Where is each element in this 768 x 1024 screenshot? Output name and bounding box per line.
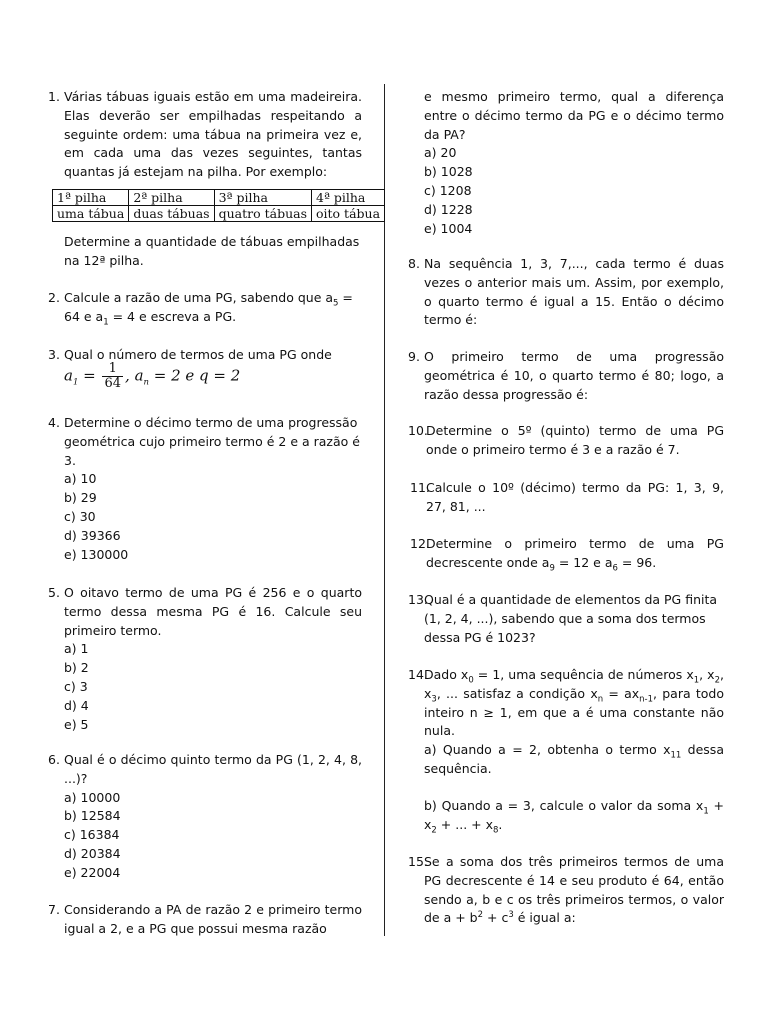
- answer-option: d) 20384: [64, 845, 121, 861]
- table-cell: duas tábuas: [129, 206, 214, 222]
- answer-option: b) 2: [64, 660, 89, 676]
- text-segment: = 96.: [617, 554, 657, 570]
- formula-part: , a: [125, 366, 144, 385]
- formula-q3: [64, 362, 364, 398]
- question-text: [424, 666, 724, 741]
- text-segment: .: [498, 816, 503, 832]
- answer-option: d) 4: [64, 697, 89, 713]
- answer-option: a) 20: [424, 145, 457, 161]
- question-number: 4.: [48, 415, 60, 430]
- fraction-denominator: 64: [104, 376, 122, 391]
- text-segment: , ... satisfaz a condição x: [436, 685, 598, 701]
- subscript: 1: [693, 675, 700, 686]
- question-text: Qual é a quantidade de elementos da PG finita (1, 2, 4, ...), sabendo que a soma dos termos dessa PG é 1023?: [424, 592, 718, 645]
- answer-option: b) 12584: [64, 808, 121, 824]
- question-number: 8.: [408, 256, 420, 271]
- subscript: n-1: [639, 694, 654, 705]
- question-text: Várias tábuas iguais estão em uma madeireira. Elas deverão ser empilhadas respeitando a seguinte ordem: uma tábua na primeira vez e, em cada uma das vezes seguintes, tantas quantas já estejam na pilha. Por exemplo:: [64, 89, 362, 180]
- text-segment: = 1, uma sequência de números x: [473, 667, 694, 682]
- table-header-cell: 2ª pilha: [129, 190, 214, 206]
- answer-option: a) 10: [64, 471, 97, 487]
- superscript: 3: [508, 910, 514, 921]
- pile-table: [52, 189, 385, 222]
- text-segment: Se a soma dos três primeiros termos de uma PG decrescente é 14 e seu produto é 64, então sendo a, b e c os três primeiros termos, o valor de a + b: [424, 854, 724, 926]
- question-14-part-b: [424, 797, 724, 835]
- superscript: 2: [477, 910, 484, 921]
- answer-option: a) 10000: [64, 789, 121, 805]
- question-number: 6.: [48, 752, 60, 767]
- question-7-continued: [424, 88, 724, 238]
- question-text: Qual o número de termos de uma PG onde: [64, 347, 332, 362]
- question-text: Determine o 5º (quinto) termo de uma PG onde o primeiro termo é 3 e a razão é 7.: [426, 423, 724, 457]
- text-segment: + x: [424, 798, 725, 832]
- subscript: 0: [468, 675, 474, 686]
- formula-part: a: [64, 366, 73, 385]
- question-number: 12.: [410, 536, 430, 551]
- subscript: 1: [72, 377, 79, 388]
- question-text: [424, 853, 724, 928]
- table-header-cell: 1ª pilha: [53, 190, 129, 206]
- text-segment: Determine o primeiro termo de uma PG decrescente onde a: [426, 536, 724, 570]
- question-content: [64, 414, 362, 564]
- fraction-numerator: 1: [108, 361, 117, 376]
- question-1-after: Determine a quantidade de tábuas empilhadas na 12ª pilha.: [64, 234, 360, 268]
- question-number: 3.: [48, 347, 60, 362]
- answer-option: d) 1228: [424, 201, 473, 217]
- text-segment: , para todo inteiro n ≥ 1, em que a é uma constante não nula.: [424, 685, 725, 739]
- answer-option: e) 130000: [64, 546, 129, 562]
- question-content: [64, 751, 362, 883]
- question-number: 9.: [408, 349, 420, 364]
- text-segment: Dado x: [424, 667, 469, 682]
- question-content: [64, 584, 362, 734]
- text-segment: dessa sequência.: [424, 742, 724, 776]
- answer-option: d) 39366: [64, 527, 121, 543]
- text-segment: , x: [424, 667, 724, 701]
- answer-option: e) 1004: [424, 220, 473, 236]
- question-number: 14.: [408, 667, 428, 682]
- question-number: 13.: [408, 592, 428, 607]
- question-number: 5.: [48, 585, 60, 600]
- answer-option: c) 16384: [64, 827, 120, 843]
- answer-option: b) 29: [64, 490, 97, 506]
- table-header-row: [53, 190, 385, 206]
- subscript: 9: [549, 563, 555, 574]
- text-segment: + ... + x: [436, 816, 493, 832]
- question-text: O oitavo termo de uma PG é 256 e o quarto termo dessa mesma PG é 16. Calcule seu primeiro termo.: [64, 585, 362, 638]
- text-segment: b) Quando a = 3, calcule o valor da soma x: [424, 798, 704, 813]
- table-cell: quatro tábuas: [214, 206, 311, 222]
- question-text: Calcule o 10º (décimo) termo da PG: 1, 3, 9, 27, 81, ...: [426, 480, 724, 514]
- subscript: 2: [431, 825, 437, 836]
- table-header-cell: 3ª pilha: [214, 190, 311, 206]
- fraction: [102, 362, 123, 391]
- table-cell: uma tábua: [53, 206, 129, 222]
- answer-option: e) 22004: [64, 864, 121, 880]
- text-segment: = ax: [603, 685, 640, 701]
- question-text: Determine o décimo termo de uma progressão geométrica cujo primeiro termo é 2 e a razão é 3.: [64, 415, 360, 468]
- table-header-cell: 4ª pilha: [312, 190, 385, 206]
- subscript: 8: [493, 825, 499, 836]
- text-segment: , x: [699, 667, 715, 682]
- text-segment: é igual a:: [513, 910, 576, 926]
- question-number: 10.: [408, 423, 428, 438]
- question-number: 15.: [408, 854, 428, 869]
- question-number: 2.: [48, 290, 60, 305]
- subscript: 2: [714, 675, 720, 686]
- table-row: [53, 206, 385, 222]
- formula-part: = 2 e q = 2: [149, 366, 241, 385]
- subscript: 3: [431, 694, 437, 705]
- subscript: 1: [703, 806, 709, 817]
- question-text: Qual é o décimo quinto termo da PG (1, 2, 4, 8, ...)?: [64, 752, 362, 786]
- subscript: 5: [333, 298, 339, 309]
- text-segment: Calcule a razão de uma PG, sabendo que a: [64, 290, 334, 305]
- question-number: 1.: [48, 89, 60, 104]
- question-number: 11.: [410, 480, 430, 495]
- question-text: [426, 535, 724, 573]
- text-segment: = 4 e escreva a PG.: [108, 308, 237, 324]
- table-cell: oito tábua: [312, 206, 385, 222]
- text-segment: = 64 e a: [64, 290, 353, 324]
- question-text: Na sequência 1, 3, 7,..., cada termo é duas vezes o anterior mais um. Assim, por exemplo, o quarto termo é igual a 15. Então o décimo termo é:: [424, 256, 724, 328]
- answer-option: a) 1: [64, 641, 89, 657]
- subscript: 6: [612, 563, 618, 574]
- subscript: 1: [103, 317, 109, 328]
- subscript: 11: [670, 750, 682, 761]
- question-text: [64, 289, 362, 327]
- subscript: n: [143, 377, 149, 388]
- question-number: 7.: [48, 902, 60, 917]
- text-segment: a) Quando a = 2, obtenha o termo x: [424, 742, 671, 757]
- subscript: n: [597, 694, 604, 705]
- answer-option: c) 3: [64, 678, 88, 694]
- question-text: Considerando a PA de razão 2 e primeiro termo igual a 2, e a PG que possui mesma razão: [64, 902, 362, 936]
- answer-option: b) 1028: [424, 164, 473, 180]
- question-text: O primeiro termo de uma progressão geométrica é 10, o quarto termo é 80; logo, a razão dessa progressão é:: [424, 349, 724, 402]
- text-segment: = 12 e a: [554, 554, 613, 570]
- answer-option: c) 30: [64, 508, 96, 524]
- question-text: e mesmo primeiro termo, qual a diferença entre o décimo termo da PG e o décimo termo da PA?: [424, 89, 724, 142]
- answer-option: e) 5: [64, 716, 89, 732]
- formula-part: =: [78, 366, 101, 385]
- text-segment: + c: [483, 910, 509, 926]
- question-14-part-a: [424, 741, 724, 779]
- answer-option: c) 1208: [424, 182, 472, 198]
